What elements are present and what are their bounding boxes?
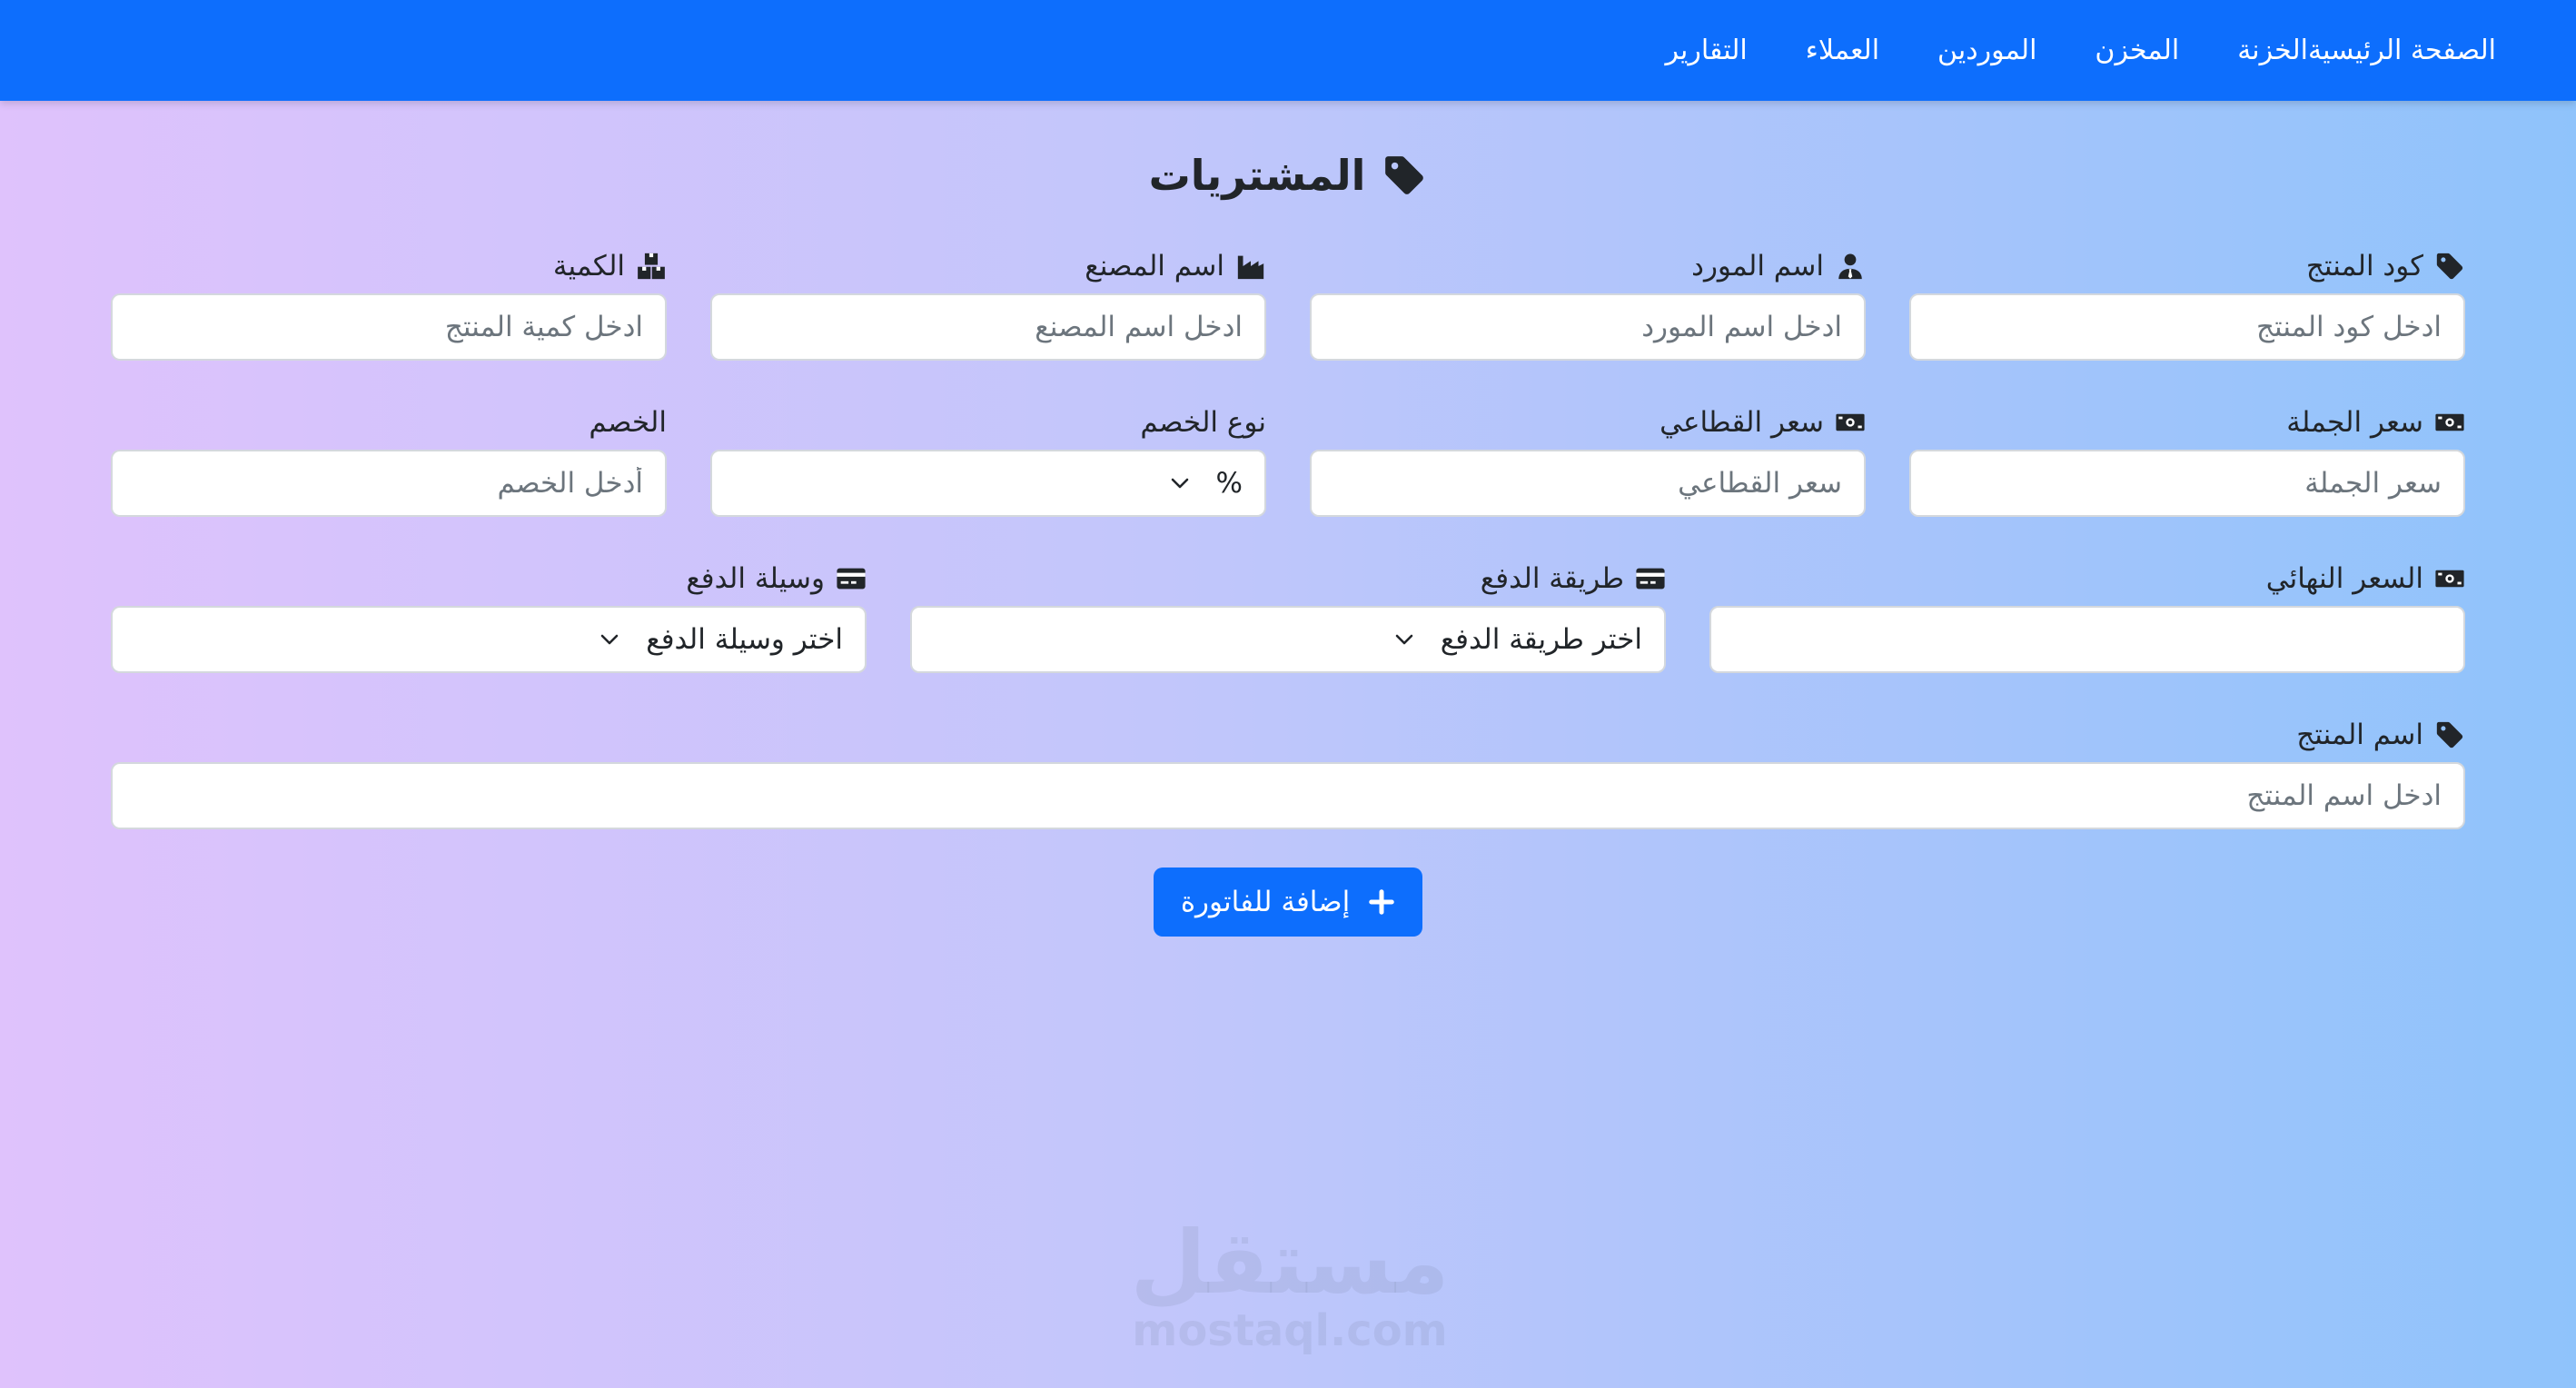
payment-method-value: اختر طريقة الدفع [1440, 623, 1642, 656]
payment-method-group [910, 556, 1666, 683]
retail-price-label: سعر القطاعي [1660, 400, 1866, 445]
supplier-name-input[interactable] [1310, 293, 1866, 361]
nav-menu [1608, 0, 2497, 101]
nav-item-customers[interactable]: العملاء [1805, 35, 1880, 66]
payment-method-select[interactable] [910, 606, 1666, 673]
tag-icon [2434, 251, 2465, 282]
watermark-logo: مستقل mostaql.com [1130, 1212, 1450, 1356]
chevron-down-icon [1169, 472, 1191, 494]
product-name-group [111, 712, 2465, 839]
product-code-input[interactable] [1909, 293, 2465, 361]
money-bill-icon [2434, 563, 2465, 594]
quantity-input[interactable] [111, 293, 667, 361]
add-to-invoice-label: إضافة للفاتورة [1180, 886, 1351, 918]
credit-card-icon [836, 563, 867, 594]
product-name-input[interactable] [111, 762, 2465, 829]
wholesale-price-group [1909, 400, 2465, 527]
chevron-down-icon [599, 629, 620, 650]
payment-means-value: اختر وسيلة الدفع [646, 623, 843, 656]
nav-item-suppliers[interactable]: الموردين [1937, 35, 2037, 66]
payment-means-label: وسيلة الدفع [686, 556, 867, 601]
quantity-group [111, 243, 667, 371]
top-navbar [0, 0, 2576, 101]
nav-item-treasury[interactable]: الخزنة [2237, 35, 2309, 66]
product-name-label: اسم المنتج [2296, 712, 2465, 758]
discount-label: الخصم [589, 406, 667, 439]
manufacturer-name-label: اسم المصنع [1085, 243, 1266, 289]
payment-method-label: طريقة الدفع [1481, 556, 1666, 601]
tag-icon [1382, 153, 1427, 198]
final-price-group [1709, 556, 2465, 683]
final-price-input[interactable] [1709, 606, 2465, 673]
supplier-name-group [1310, 243, 1866, 371]
manufacturer-name-group [710, 243, 1266, 371]
retail-price-input[interactable] [1310, 450, 1866, 517]
discount-input[interactable] [111, 450, 667, 517]
page-title-text: المشتريات [1148, 151, 1366, 200]
credit-card-icon [1635, 563, 1666, 594]
add-to-invoice-button[interactable] [1154, 868, 1422, 937]
nav-item-reports[interactable]: التقارير [1665, 35, 1748, 66]
user-tie-icon [1835, 251, 1866, 282]
retail-price-group [1310, 400, 1866, 527]
wholesale-price-input[interactable] [1909, 450, 2465, 517]
payment-means-select[interactable] [111, 606, 867, 673]
discount-type-select[interactable] [710, 450, 1266, 517]
money-bill-icon [2434, 407, 2465, 438]
supplier-name-label: اسم المورد [1691, 243, 1866, 289]
tag-icon [2434, 719, 2465, 750]
discount-group [111, 400, 667, 527]
money-bill-icon [1835, 407, 1866, 438]
page-title [0, 144, 2576, 207]
chevron-down-icon [1393, 629, 1415, 650]
nav-item-home[interactable]: الصفحة الرئيسية [2308, 35, 2496, 66]
industry-icon [1235, 251, 1266, 282]
product-code-label: كود المنتج [2306, 243, 2465, 289]
quantity-label: الكمية [553, 243, 667, 289]
nav-item-warehouse[interactable]: المخزن [2095, 35, 2180, 66]
wholesale-price-label: سعر الجملة [2286, 400, 2465, 445]
plus-icon [1368, 888, 1395, 916]
discount-type-group [710, 400, 1266, 527]
product-code-group [1909, 243, 2465, 371]
payment-means-group [111, 556, 867, 683]
discount-type-label: نوع الخصم [1140, 406, 1266, 439]
boxes-icon [636, 251, 667, 282]
discount-type-value: % [1215, 467, 1243, 500]
final-price-label: السعر النهائي [2266, 556, 2465, 601]
manufacturer-name-input[interactable] [710, 293, 1266, 361]
